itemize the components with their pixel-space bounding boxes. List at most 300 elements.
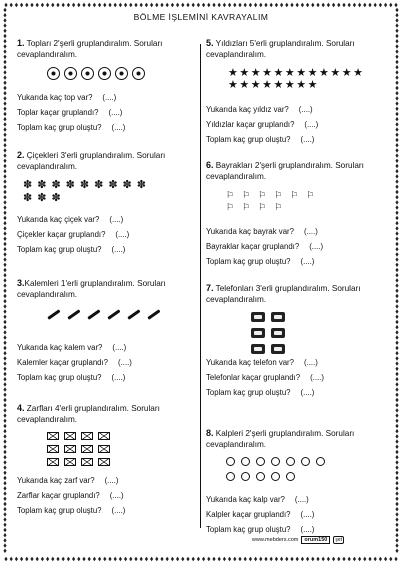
heart-icon — [301, 457, 310, 466]
answer-blank[interactable]: (....) — [115, 230, 130, 239]
footer — [252, 536, 344, 544]
ball-icon — [115, 67, 128, 80]
border-ornament — [3, 247, 6, 251]
question-line — [17, 503, 197, 518]
question-line — [206, 224, 384, 239]
border-ornament — [322, 557, 325, 561]
border-ornament — [395, 257, 398, 261]
border-ornament — [327, 557, 330, 561]
border-ornament — [82, 3, 85, 7]
border-ornament — [316, 3, 319, 7]
answer-blank[interactable]: (....) — [111, 123, 126, 132]
envelope-icon — [98, 432, 110, 440]
question-text: Yukarıda kaç top var? — [17, 93, 93, 102]
star-icon: ★ — [239, 79, 250, 91]
border-ornament — [3, 169, 6, 173]
envelope-icon — [64, 445, 76, 453]
border-ornament — [3, 117, 6, 121]
border-ornament — [395, 398, 398, 402]
flag-icon: ⚐ — [274, 202, 283, 212]
question-line — [206, 522, 384, 537]
border-ornament — [395, 75, 398, 79]
border-ornament — [129, 3, 132, 7]
border-ornament — [395, 372, 398, 376]
border-ornament — [358, 557, 361, 561]
picture-group — [17, 60, 197, 90]
border-ornament — [395, 445, 398, 449]
border-ornament — [3, 450, 6, 454]
border-ornament — [337, 3, 340, 7]
border-ornament — [207, 557, 210, 561]
question-text: Toplam kaç grup oluştu? — [206, 388, 291, 397]
question-text: Kalpler kaçar gruplandı? — [206, 510, 291, 519]
border-ornament — [212, 557, 215, 561]
border-ornament — [275, 3, 278, 7]
border-ornament — [3, 367, 6, 371]
answer-blank[interactable]: (....) — [294, 495, 309, 504]
border-ornament — [3, 268, 6, 272]
star-icon: ★ — [307, 67, 318, 79]
heart-icon — [256, 472, 265, 481]
border-ornament — [3, 107, 6, 111]
heart-icon — [271, 472, 280, 481]
border-ornament — [3, 179, 6, 183]
border-ornament — [280, 557, 283, 561]
question-instruction — [17, 403, 197, 425]
border-ornament — [395, 309, 398, 313]
star-icon: ★ — [307, 79, 318, 91]
border-ornament — [3, 44, 6, 48]
border-ornament — [3, 200, 6, 204]
flag-icon: ⚐ — [290, 190, 299, 200]
question-line — [206, 117, 384, 132]
border-ornament — [3, 309, 6, 313]
border-ornament — [3, 257, 6, 261]
border-ornament — [3, 289, 6, 293]
border-ornament — [395, 159, 398, 163]
question-number: 6. — [206, 160, 214, 170]
border-ornament — [25, 557, 28, 561]
question-instruction — [17, 38, 197, 60]
pencil-icon — [47, 309, 60, 320]
footer-logo-small: şet — [335, 537, 342, 543]
ball-icon — [47, 67, 60, 80]
border-ornament — [171, 557, 174, 561]
star-icon: ★ — [262, 67, 272, 79]
border-ornament — [249, 3, 252, 7]
border-ornament — [134, 557, 137, 561]
answer-blank[interactable]: (....) — [112, 343, 127, 352]
border-ornament — [3, 221, 6, 225]
border-ornament — [3, 372, 6, 376]
border-ornament — [238, 3, 241, 7]
border-ornament — [342, 3, 345, 7]
star-icon: ★ — [319, 67, 329, 79]
border-ornament — [3, 543, 6, 547]
question-text: Yukarıda kaç bayrak var? — [206, 227, 294, 236]
border-ornament — [233, 3, 236, 7]
question-instruction-text: Kalpleri 2'şerli gruplandıralım. Soruları cevaplandıralım. — [206, 429, 355, 449]
border-ornament — [3, 533, 6, 537]
border-ornament — [395, 39, 398, 43]
border-ornament — [202, 3, 205, 7]
border-ornament — [3, 491, 6, 495]
question-block — [17, 38, 197, 135]
border-ornament — [395, 523, 398, 527]
border-ornament — [395, 393, 398, 397]
border-ornament — [395, 346, 398, 350]
border-ornament — [3, 216, 6, 220]
border-ornament — [3, 434, 6, 438]
question-text: Toplam kaç grup oluştu? — [17, 123, 102, 132]
question-text: Toplam kaç grup oluştu? — [17, 506, 102, 515]
heart-icon — [226, 472, 235, 481]
border-ornament — [395, 133, 398, 137]
border-ornament — [395, 34, 398, 38]
star-icon: ★ — [228, 79, 238, 91]
pencil-icon — [107, 309, 120, 320]
border-ornament — [395, 174, 398, 178]
question-text: Yukarıda kaç kalp var? — [206, 495, 285, 504]
star-icon: ★ — [284, 79, 295, 91]
border-ornament — [3, 481, 6, 485]
answer-blank[interactable]: (....) — [304, 120, 319, 129]
answer-blank[interactable]: (....) — [303, 227, 318, 236]
border-ornament — [353, 557, 356, 561]
pencil-icon — [87, 309, 100, 320]
border-ornament — [394, 3, 397, 7]
question-number: 7. — [206, 283, 214, 293]
answer-blank[interactable]: (....) — [298, 105, 313, 114]
border-ornament — [327, 3, 330, 7]
telephone-icon — [271, 312, 285, 322]
question-number: 1. — [17, 38, 25, 48]
envelope-icon — [81, 445, 93, 453]
border-ornament — [3, 393, 6, 397]
answer-blank[interactable]: (....) — [300, 525, 315, 534]
border-ornament — [82, 557, 85, 561]
question-block — [17, 150, 197, 257]
border-ornament — [51, 3, 54, 7]
border-ornament — [56, 3, 59, 7]
border-ornament — [395, 247, 398, 251]
border-ornament — [270, 557, 273, 561]
flag-icon: ⚐ — [242, 190, 251, 200]
border-ornament — [145, 3, 148, 7]
border-ornament — [395, 221, 398, 225]
border-ornament — [192, 3, 195, 7]
question-block — [206, 283, 384, 400]
border-ornament — [395, 304, 398, 308]
picture-group — [206, 305, 306, 355]
question-block — [17, 403, 197, 518]
picture-group — [17, 300, 197, 340]
border-ornament — [395, 351, 398, 355]
question-instruction-text: Topları 2'şerli gruplandıralım. Soruları cevaplandıralım. — [17, 39, 163, 59]
border-ornament — [395, 330, 398, 334]
border-ornament — [395, 471, 398, 475]
border-ornament — [3, 211, 6, 215]
border-ornament — [3, 424, 6, 428]
border-ornament — [249, 557, 252, 561]
flower-icon: ✽ — [23, 179, 33, 191]
border-ornament — [186, 557, 189, 561]
border-ornament — [3, 148, 6, 152]
border-ornament — [395, 538, 398, 542]
answer-blank[interactable]: (....) — [109, 215, 124, 224]
answer-blank[interactable]: (....) — [309, 242, 324, 251]
border-ornament — [384, 557, 387, 561]
answer-blank[interactable]: (....) — [104, 476, 119, 485]
question-line — [206, 355, 384, 370]
border-ornament — [395, 117, 398, 121]
answer-blank[interactable]: (....) — [310, 373, 324, 382]
question-line — [206, 507, 384, 522]
border-ornament — [395, 86, 398, 90]
question-line — [206, 385, 384, 400]
border-ornament — [160, 557, 163, 561]
border-ornament — [56, 557, 59, 561]
telephone-icon — [271, 344, 285, 354]
border-ornament — [395, 315, 398, 319]
border-ornament — [395, 237, 398, 241]
star-icon: ★ — [262, 79, 272, 91]
telephone-icon — [271, 328, 285, 338]
border-ornament — [25, 3, 28, 7]
question-text: Bayraklar kaçar gruplandı? — [206, 242, 300, 251]
border-ornament — [145, 557, 148, 561]
border-ornament — [395, 481, 398, 485]
telephone-icon — [251, 344, 265, 354]
border-ornament — [15, 3, 18, 7]
border-ornament — [228, 3, 231, 7]
border-ornament — [41, 3, 44, 7]
answer-blank[interactable]: (....) — [300, 510, 315, 519]
border-ornament — [150, 557, 153, 561]
border-ornament — [395, 242, 398, 246]
heart-icon — [316, 457, 325, 466]
border-ornament — [3, 205, 6, 209]
border-ornament — [306, 557, 309, 561]
flag-icon: ⚐ — [226, 190, 235, 200]
envelope-icon — [47, 445, 59, 453]
flower-icon: ✽ — [65, 179, 75, 191]
border-ornament — [3, 159, 6, 163]
border-ornament — [264, 3, 267, 7]
border-ornament — [395, 361, 398, 365]
border-ornament — [228, 557, 231, 561]
border-ornament — [119, 3, 122, 7]
border-ornament — [3, 237, 6, 241]
border-ornament — [134, 3, 137, 7]
question-instruction — [17, 278, 197, 300]
border-ornament — [181, 3, 184, 7]
border-ornament — [181, 557, 184, 561]
answer-blank[interactable]: (....) — [111, 506, 126, 515]
border-ornament — [160, 3, 163, 7]
border-ornament — [395, 195, 398, 199]
border-ornament — [3, 517, 6, 521]
question-instruction — [206, 160, 384, 182]
question-line — [17, 227, 197, 242]
border-ornament — [3, 283, 6, 287]
heart-icon — [241, 457, 250, 466]
border-ornament — [3, 361, 6, 365]
border-ornament — [395, 549, 398, 553]
answer-blank[interactable]: (....) — [111, 245, 126, 254]
question-line — [17, 212, 197, 227]
question-number: 3. — [17, 278, 25, 288]
answer-blank[interactable]: (....) — [111, 373, 126, 382]
border-ornament — [93, 3, 96, 7]
border-ornament — [353, 3, 356, 7]
border-ornament — [51, 557, 54, 561]
border-ornament — [98, 557, 101, 561]
border-ornament — [395, 60, 398, 64]
answer-blank[interactable]: (....) — [118, 358, 132, 367]
border-ornament — [3, 75, 6, 79]
star-icon: ★ — [239, 67, 250, 79]
border-ornament — [140, 3, 143, 7]
border-ornament — [77, 557, 80, 561]
answer-blank[interactable]: (....) — [102, 93, 117, 102]
border-ornament — [395, 356, 398, 360]
star-icon: ★ — [284, 67, 295, 79]
border-ornament — [332, 3, 335, 7]
flower-icon: ✽ — [37, 179, 47, 191]
star-icon: ★ — [250, 67, 261, 79]
border-ornament — [395, 283, 398, 287]
border-ornament — [3, 538, 6, 542]
answer-blank[interactable]: (....) — [300, 135, 315, 144]
border-ornament — [395, 382, 398, 386]
border-ornament — [3, 34, 6, 38]
border-ornament — [166, 3, 169, 7]
border-ornament — [3, 377, 6, 381]
border-ornament — [358, 3, 361, 7]
question-text: Yukarıda kaç yıldız var? — [206, 105, 289, 114]
question-text: Yukarıda kaç zarf var? — [17, 476, 95, 485]
border-ornament — [218, 3, 221, 7]
question-text: Toplam kaç grup oluştu? — [206, 135, 291, 144]
heart-icon — [286, 457, 295, 466]
border-ornament — [3, 497, 6, 501]
flower-icon: ✽ — [51, 179, 61, 191]
border-ornament — [3, 304, 6, 308]
border-ornament — [395, 455, 398, 459]
question-number: 4. — [17, 403, 25, 413]
border-ornament — [395, 460, 398, 464]
star-icon: ★ — [341, 67, 352, 79]
border-ornament — [394, 557, 397, 561]
border-ornament — [3, 278, 6, 282]
border-ornament — [3, 23, 6, 27]
border-ornament — [296, 3, 299, 7]
border-ornament — [3, 439, 6, 443]
border-ornament — [395, 377, 398, 381]
border-ornament — [395, 528, 398, 532]
answer-blank[interactable]: (....) — [109, 491, 124, 500]
border-ornament — [395, 408, 398, 412]
border-ornament — [88, 3, 91, 7]
border-ornament — [384, 3, 387, 7]
answer-blank[interactable]: (....) — [108, 108, 123, 117]
flower-icon: ✽ — [108, 179, 118, 191]
border-ornament — [3, 96, 6, 100]
question-line — [206, 239, 384, 254]
question-line — [17, 242, 197, 257]
border-ornament — [342, 557, 345, 561]
border-ornament — [103, 3, 106, 7]
border-ornament — [3, 195, 6, 199]
border-ornament — [3, 164, 6, 168]
border-ornament — [88, 557, 91, 561]
border-ornament — [3, 549, 6, 553]
border-ornament — [108, 3, 111, 7]
border-ornament — [395, 122, 398, 126]
border-ornament — [41, 557, 44, 561]
border-ornament — [395, 252, 398, 256]
question-instruction — [17, 150, 197, 172]
border-ornament — [395, 294, 398, 298]
envelope-icon — [98, 445, 110, 453]
border-ornament — [36, 3, 39, 7]
border-ornament — [395, 23, 398, 27]
flag-icon: ⚐ — [226, 202, 235, 212]
border-ornament — [3, 49, 6, 53]
border-ornament — [337, 557, 340, 561]
answer-blank[interactable]: (....) — [300, 257, 315, 266]
border-ornament — [395, 29, 398, 33]
border-ornament — [395, 507, 398, 511]
star-icon: ★ — [273, 79, 284, 91]
flower-icon: ✽ — [79, 179, 90, 191]
flag-icon: ⚐ — [306, 190, 315, 200]
picture-group — [206, 450, 336, 492]
border-ornament — [3, 356, 6, 360]
question-text: Toplam kaç grup oluştu? — [17, 373, 102, 382]
footer-logo: orum150 — [301, 536, 330, 544]
question-text: Yıldızlar kaçar gruplandı? — [206, 120, 295, 129]
question-text: Toplam kaç grup oluştu? — [206, 257, 291, 266]
border-ornament — [202, 557, 205, 561]
border-ornament — [3, 138, 6, 142]
answer-blank[interactable]: (....) — [300, 388, 315, 397]
border-ornament — [67, 3, 70, 7]
border-ornament — [395, 278, 398, 282]
border-ornament — [197, 3, 200, 7]
heart-icon — [271, 457, 280, 466]
border-ornament — [395, 169, 398, 173]
border-ornament — [3, 387, 6, 391]
question-text: Toplam kaç grup oluştu? — [206, 525, 291, 534]
border-ornament — [368, 3, 371, 7]
question-block — [206, 428, 384, 537]
column-divider — [200, 44, 201, 528]
border-ornament — [395, 211, 398, 215]
border-ornament — [395, 231, 398, 235]
border-ornament — [10, 557, 13, 561]
border-ornament — [363, 557, 366, 561]
border-ornament — [171, 3, 174, 7]
answer-blank[interactable]: (....) — [304, 358, 318, 367]
border-ornament — [3, 226, 6, 230]
border-ornament — [3, 523, 6, 527]
border-ornament — [259, 557, 262, 561]
question-text: Çiçekler kaçar gruplandı? — [17, 230, 106, 239]
envelope-icon — [81, 432, 93, 440]
border-ornament — [301, 3, 304, 7]
